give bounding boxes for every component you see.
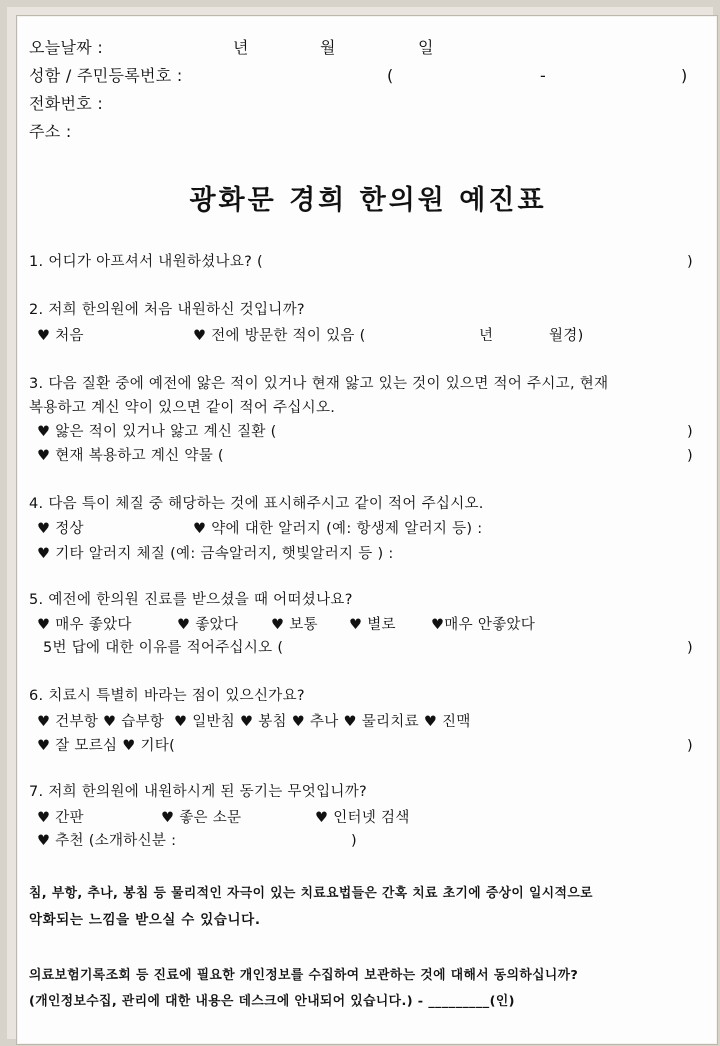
q4-option-normal[interactable]: ♥ 정상 xyxy=(37,521,84,537)
q5-option-average[interactable]: ♥ 보통 xyxy=(271,617,318,633)
date-year: 년 xyxy=(233,38,249,57)
q2-year: 년 xyxy=(479,328,494,344)
q4-option-drug-allergy[interactable]: ♥ 약에 대한 알러지 (예: 항생제 알러지 등) : xyxy=(193,521,483,537)
q4-text: 4. 다음 특이 체질 중 해당하는 것에 표시해주시고 같이 적어 주십시오. xyxy=(29,496,484,512)
q3-option-disease[interactable]: ♥ 앓은 적이 있거나 앓고 계신 질환 ( xyxy=(37,424,277,440)
q2-month-close: 월경) xyxy=(549,328,584,344)
q5-option-good[interactable]: ♥ 좋았다 xyxy=(177,617,239,633)
q6-options-more[interactable]: ♥ 잘 모르심 ♥ 기타( xyxy=(37,738,176,754)
name-id-label: 성함 / 주민등록번호 : xyxy=(29,66,183,85)
q5-option-bad[interactable]: ♥ 별로 xyxy=(349,617,396,633)
consent-line1: 의료보험기록조회 등 진료에 필요한 개인정보를 수집하여 보관하는 것에 대해서 동의하십니까? xyxy=(29,968,579,983)
q5-reason: 5번 답에 대한 이유를 적어주십시오 ( xyxy=(43,640,284,656)
q7-option-signboard[interactable]: ♥ 간판 xyxy=(37,810,84,826)
q5-option-very-good[interactable]: ♥ 매우 좋았다 xyxy=(37,617,132,633)
page-title: 광화문 경희 한의원 예진표 xyxy=(189,185,547,216)
q3-close-1: ) xyxy=(687,424,693,440)
q7-option-referral[interactable]: ♥ 추천 (소개하신분 : xyxy=(37,833,177,849)
date-label: 오늘날짜 : xyxy=(29,38,104,57)
q5-text: 5. 예전에 한의원 진료를 받으셨을 때 어떠셨나요? xyxy=(29,592,353,608)
q3-close-2: ) xyxy=(687,448,693,464)
address-label: 주소 : xyxy=(29,122,72,141)
date-month: 월 xyxy=(320,38,336,57)
notice-line1: 침, 부항, 추나, 봉침 등 물리적인 자극이 있는 치료요법들은 간혹 치료 초기에 증상이 일시적으로 xyxy=(29,886,593,901)
q6-options[interactable]: ♥ 건부항 ♥ 습부항 ♥ 일반침 ♥ 봉침 ♥ 추나 ♥ 물리치료 ♥ 진맥 xyxy=(37,714,471,730)
questionnaire-sheet xyxy=(16,15,718,1045)
q2-text: 2. 저희 한의원에 처음 내원하신 것입니까? xyxy=(29,302,305,318)
consent-line2: (개인정보수집, 관리에 대한 내용은 데스크에 안내되어 있습니다.) - _________(인) xyxy=(29,994,515,1009)
q1-close: ) xyxy=(687,254,693,270)
q7-option-internet[interactable]: ♥ 인터넷 검색 xyxy=(315,810,410,826)
q1-text: 1. 어디가 아프셔서 내원하셨나요? ( xyxy=(29,254,264,270)
q5-close: ) xyxy=(687,640,693,656)
q6-text: 6. 치료시 특별히 바라는 점이 있으신가요? xyxy=(29,688,305,704)
q4-option-other-allergy[interactable]: ♥ 기타 알러지 체질 (예: 금속알러지, 햇빛알러지 등 ) : xyxy=(37,546,394,562)
id-paren-close: ) xyxy=(681,66,688,85)
phone-label: 전화번호 : xyxy=(29,94,104,113)
q3-line2: 복용하고 계신 약이 있으면 같이 적어 주십시오. xyxy=(29,400,336,416)
id-dash: - xyxy=(540,66,547,85)
q7-option-word-of-mouth[interactable]: ♥ 좋은 소문 xyxy=(161,810,242,826)
date-day: 일 xyxy=(418,38,434,57)
notice-line2: 악화되는 느낌을 받으실 수 있습니다. xyxy=(29,912,261,928)
q5-option-very-bad[interactable]: ♥매우 안좋았다 xyxy=(431,617,536,633)
q7-text: 7. 저희 한의원에 내원하시게 된 동기는 무엇입니까? xyxy=(29,784,368,800)
q3-option-medication[interactable]: ♥ 현재 복용하고 계신 약물 ( xyxy=(37,448,224,464)
id-paren-open: ( xyxy=(387,66,394,85)
q2-option-visited[interactable]: ♥ 전에 방문한 적이 있음 ( xyxy=(193,328,366,344)
q6-close: ) xyxy=(687,738,693,754)
q2-option-first[interactable]: ♥ 처음 xyxy=(37,328,84,344)
q3-line1: 3. 다음 질환 중에 예전에 앓은 적이 있거나 현재 앓고 있는 것이 있으면 적어 주시고, 현재 xyxy=(29,376,609,392)
q7-close: ) xyxy=(351,833,357,849)
